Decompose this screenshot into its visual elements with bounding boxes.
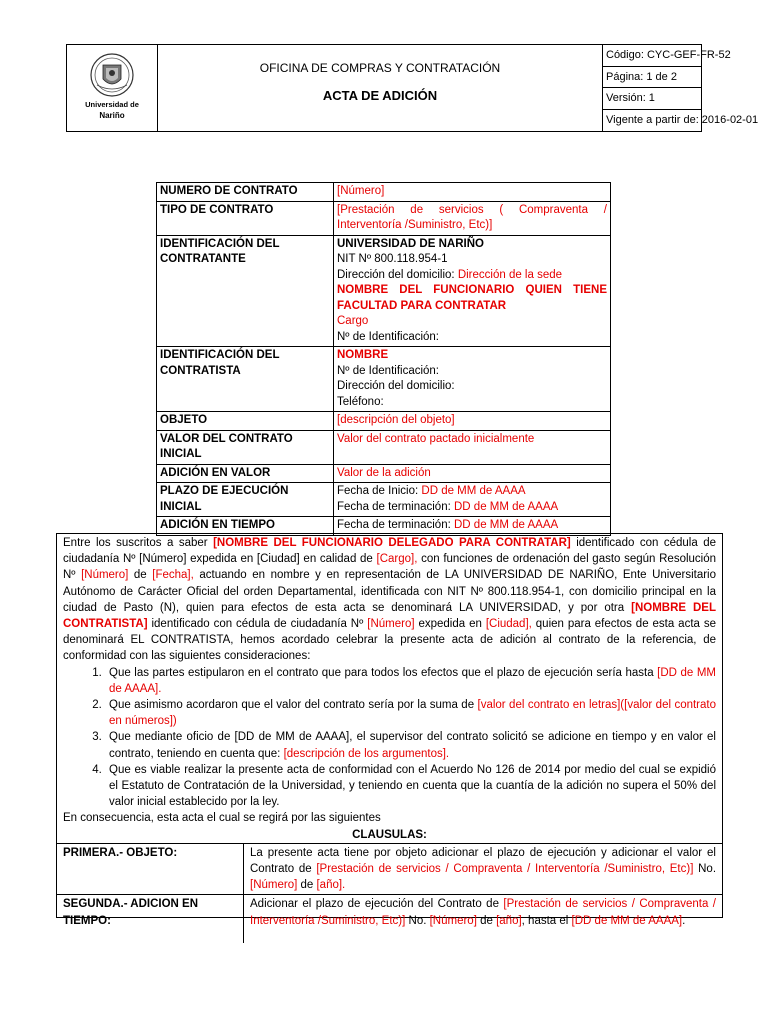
row-label: IDENTIFICACIÓN DEL CONTRATANTE: [157, 235, 334, 347]
table-row: [157, 235, 611, 347]
row-value: [334, 347, 611, 412]
university-seal-icon: [67, 45, 157, 131]
document-version: Versión: 1: [603, 88, 702, 110]
svg-text:Nariño: Nariño: [99, 111, 125, 120]
table-row: [57, 895, 722, 944]
intro-paragraph: Entre los suscritos a saber [NOMBRE DEL FUNCIONARIO DELEGADO PARA CONTRATAR] identificado con cédula de ciudadanía Nº [Número] expedida en [Ciudad] en calidad de [Cargo], con funciones de ordenación del gasto según Resolución Nº [Número] de [Fecha], actuando en nombre y en representación de LA UNIVERSIDAD DE NARIÑO, Ente Universitario Autónomo de Carácter Oficial del orden Departamental, identificada con NIT Nº 800.118.954-1, con domicilio principal en la ciudad de Pasto (N), quien para efectos de esta acta se denominará LA UNIVERSIDAD, y por otra [NOMBRE DEL CONTRATISTA] identificado con cédula de ciudadanía Nº [Número] expedida en [Ciudad], quien para efectos de esta acta se denominará EL CONTRATISTA, hemos acordado celebrar la presente acta de adición al contrato de la referencia, de conformidad con las siguientes consideraciones:: [63, 537, 717, 663]
row-value: [Prestación de servicios ( Compraventa / Interventoría /Suministro, Etc)]: [334, 201, 611, 235]
clausulas-title: CLAUSULAS:: [352, 828, 427, 841]
clause-label: SEGUNDA.- ADICION EN TIEMPO:: [57, 895, 244, 944]
row-label: IDENTIFICACIÓN DEL CONTRATISTA: [157, 347, 334, 412]
row-value: Valor de la adición: [334, 464, 611, 483]
end-date: Fecha de terminación: DD de MM de AAAA: [337, 500, 559, 513]
contratante-address: Dirección del domicilio: Dirección de la sede: [337, 268, 563, 281]
row-label: NUMERO DE CONTRATO: [157, 183, 334, 202]
contratista-address: Dirección del domicilio:: [337, 380, 455, 392]
row-value: Valor del contrato pactado inicialmente: [334, 430, 611, 464]
contratista-phone: Teléfono:: [337, 395, 384, 408]
document-header: [66, 44, 759, 132]
contratante-name: UNIVERSIDAD DE NARIÑO: [337, 237, 484, 250]
row-label: VALOR DEL CONTRATO INICIAL: [157, 430, 334, 464]
clauses-table: [57, 843, 722, 944]
contratante-official: NOMBRE DEL FUNCIONARIO QUIEN TIENE FACULTAD PARA CONTRATAR: [337, 284, 607, 312]
document-code: Código: CYC-GEF-FR-52: [603, 45, 702, 67]
header-title-block: [158, 45, 603, 131]
contratista-name: NOMBRE: [337, 349, 389, 361]
row-label: PLAZO DE EJECUCIÓN INICIAL: [157, 483, 334, 517]
considerations-list: [57, 665, 722, 811]
row-label: OBJETO: [157, 412, 334, 431]
valid-from-date: Vigente a partir de: 2016-02-01: [606, 113, 759, 126]
row-value: [334, 235, 611, 347]
row-value: [334, 483, 611, 517]
conclusion-text: En consecuencia, esta acta el cual se regirá por las siguientes: [63, 812, 381, 825]
table-row: [157, 347, 611, 412]
row-value: [descripción del objeto]: [334, 412, 611, 431]
list-item: 2. Que asimismo acordaron que el valor del contrato sería por la suma de [valor del contrato en letras]([valor del contrato en números]): [105, 697, 716, 729]
table-row: [157, 183, 611, 202]
contratante-id: Nº de Identificación:: [337, 330, 440, 343]
office-name: OFICINA DE COMPRAS Y CONTRATACIÓN: [259, 61, 501, 75]
contract-info-table: [156, 182, 611, 536]
start-date: Fecha de Inicio: DD de MM de AAAA: [337, 485, 526, 497]
clause-text: Adicionar el plazo de ejecución del Contrato de [Prestación de servicios / Compraventa / Interventoría /Suministro, Etc)] No. [Número] de [año], hasta el [DD de MM de AAAA].: [244, 895, 723, 944]
clause-label: PRIMERA.- OBJETO:: [57, 843, 244, 895]
svg-text:Universidad de: Universidad de: [85, 100, 139, 109]
contratante-nit: NIT Nº 800.118.954-1: [337, 253, 448, 265]
row-label: ADICIÓN EN TIEMPO: [157, 517, 334, 536]
table-row: [157, 464, 611, 483]
contratante-position: Cargo: [337, 315, 369, 327]
list-item: 4. Que es viable realizar la presente acta de conformidad con el Acuerdo No 126 de 2014 por medio del cual se expidió el Estatuto de Contratación de la Universidad, y teniendo en cuenta que la cuantía de la adición no supera el 50% del valor inicial establecido por la ley.: [105, 762, 716, 811]
document-title: ACTA DE ADICIÓN: [322, 88, 438, 103]
page-number: Página: 1 de 2: [603, 67, 702, 89]
table-row: [157, 483, 611, 517]
row-label: TIPO DE CONTRATO: [157, 201, 334, 235]
list-item: 3. Que mediante oficio de [DD de MM de AAAA], el supervisor del contrato solicitó se adicione en tiempo y en valor el contrato, teniendo en cuenta que: [descripción de los argumentos].: [105, 729, 716, 761]
table-row: [57, 843, 722, 895]
university-logo: [67, 45, 158, 131]
table-row: [157, 430, 611, 464]
contratista-id: Nº de Identificación:: [337, 364, 440, 377]
row-label: ADICIÓN EN VALOR: [157, 464, 334, 483]
document-metadata: [603, 45, 759, 131]
row-value: Fecha de terminación: DD de MM de AAAA: [334, 517, 611, 536]
table-row: [157, 201, 611, 235]
table-row: [157, 412, 611, 431]
row-value: [Número]: [334, 183, 611, 202]
clause-text: La presente acta tiene por objeto adicionar el plazo de ejecución y adicionar el valor el Contrato de [Prestación de servicios / Compraventa / Interventoría /Suministro, Etc)] No. [Número] de [año].: [244, 843, 723, 895]
acta-body: [56, 533, 723, 927]
list-item: 1. Que las partes estipularon en el contrato que para todos los efectos que el plazo de ejecución sería hasta [DD de MM de AAAA].: [105, 665, 716, 697]
